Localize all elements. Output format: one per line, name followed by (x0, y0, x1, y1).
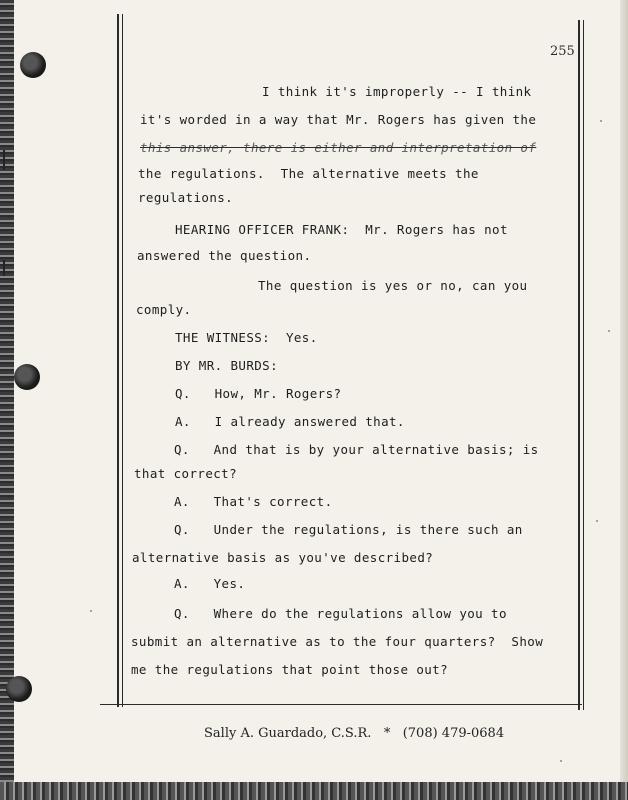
transcript-line: that correct? (134, 466, 238, 481)
transcript-line: A. That's correct. (174, 494, 333, 509)
transcript-line: submit an alternative as to the four quarters? Show (131, 634, 544, 649)
page-right-edge (620, 0, 628, 800)
transcript-line: HEARING OFFICER FRANK: Mr. Rogers has not (175, 222, 508, 237)
punch-hole-bottom (6, 676, 32, 702)
transcript-line: alternative basis as you've described? (132, 550, 434, 565)
margin-mark (3, 150, 5, 170)
transcript-line-struck: this answer, there is either and interpretation of (140, 140, 537, 155)
scan-speck (560, 760, 562, 762)
punch-hole-top (20, 52, 46, 78)
transcript-line: Q. Under the regulations, is there such an (174, 522, 523, 537)
transcript-line: I think it's improperly -- I think (262, 84, 532, 99)
transcript-line: BY MR. BURDS: (175, 358, 279, 373)
transcript-line: comply. (136, 302, 192, 317)
frame-left-rule-inner (122, 14, 123, 707)
reporter-footer: Sally A. Guardado, C.S.R. * (708) 479-0684 (204, 726, 505, 741)
scan-speck (600, 120, 602, 122)
transcript-line: THE WITNESS: Yes. (175, 330, 318, 345)
frame-bottom-rule (100, 704, 582, 705)
scan-speck (608, 330, 610, 332)
margin-mark (3, 260, 5, 276)
transcript-line: answered the question. (137, 248, 312, 263)
transcript-line: Q. Where do the regulations allow you to (174, 606, 507, 621)
punch-hole-middle (14, 364, 40, 390)
frame-right-rule (578, 20, 580, 710)
scan-speck (596, 520, 598, 522)
transcript-line: The question is yes or no, can you (258, 278, 528, 293)
frame-left-rule (117, 14, 119, 707)
page-bottom-edge (0, 782, 628, 800)
transcript-line: A. Yes. (174, 576, 246, 591)
frame-right-rule-inner (583, 20, 584, 710)
page-number: 255 (550, 44, 575, 59)
transcript-line: me the regulations that point those out? (131, 662, 449, 677)
scan-speck (90, 610, 92, 612)
transcript-line: it's worded in a way that Mr. Rogers has given the (140, 112, 537, 127)
transcript-line: A. I already answered that. (175, 414, 405, 429)
transcript-line: regulations. (138, 190, 234, 205)
transcript-line: Q. How, Mr. Rogers? (175, 386, 342, 401)
transcript-line: the regulations. The alternative meets the (138, 166, 479, 181)
transcript-line: Q. And that is by your alternative basis; is (174, 442, 539, 457)
